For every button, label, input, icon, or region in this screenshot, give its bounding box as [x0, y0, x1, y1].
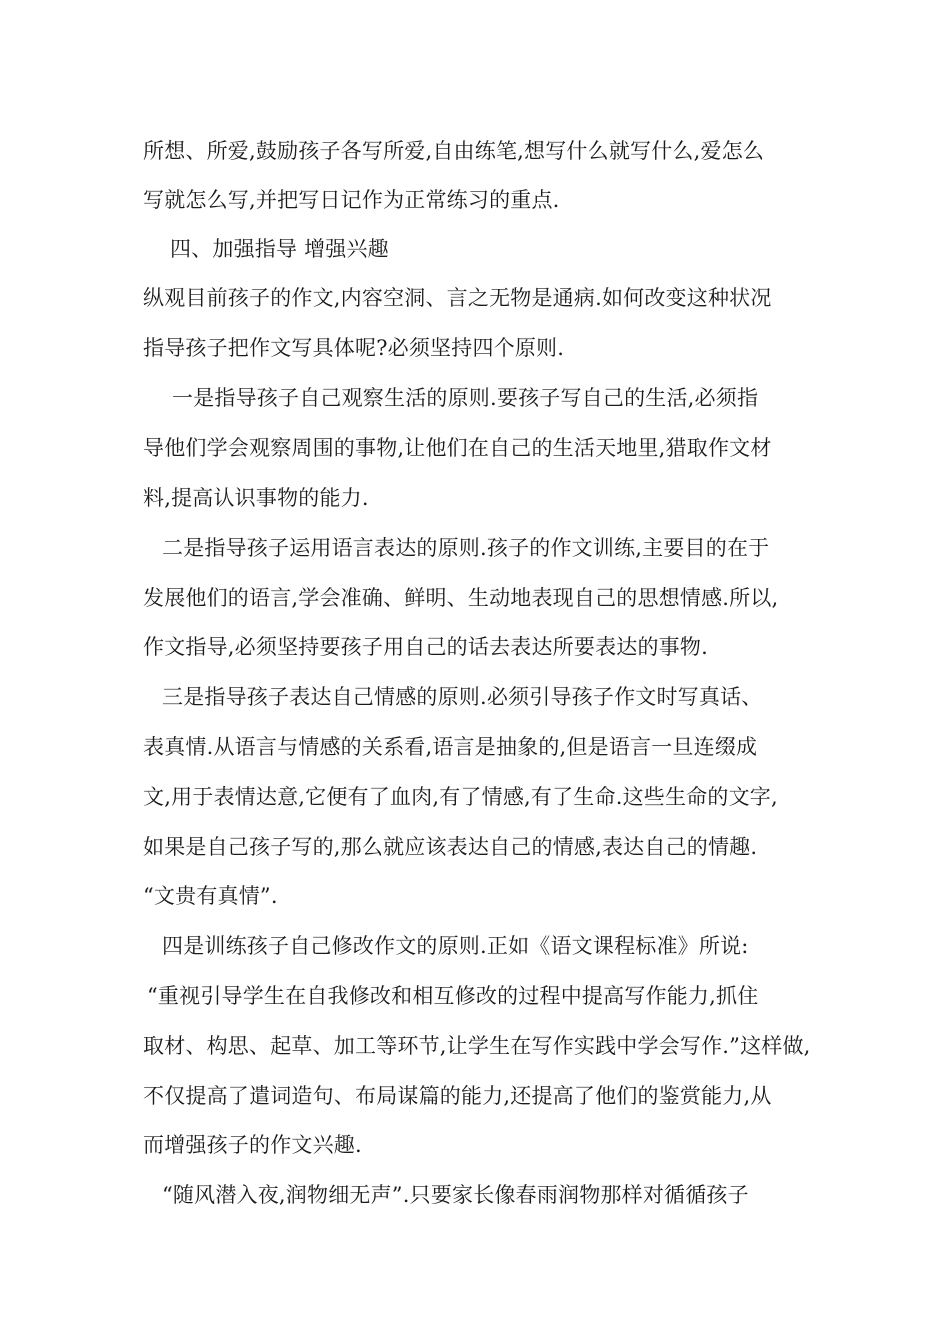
text-line: “文贵有真情”.: [143, 884, 278, 908]
text-line: 一是指导孩子自己观察生活的原则.要孩子写自己的生活,必须指: [172, 386, 759, 410]
text-line: 导他们学会观察周围的事物,让他们在自己的生活天地里,猎取作文材: [143, 436, 772, 460]
text-line: 文,用于表情达意,它便有了血肉,有了情感,有了生命.这些生命的文字,: [143, 785, 778, 809]
text-line: “随风潜入夜,润物细无声”.只要家长像春雨润物那样对循循孩子: [162, 1183, 749, 1207]
text-line: 二是指导孩子运用语言表达的原则.孩子的作文训练,主要目的在于: [162, 536, 770, 560]
text-line: 表真情.从语言与情感的关系看,语言是抽象的,但是语言一旦连缀成: [143, 735, 758, 759]
text-line: 四是训练孩子自己修改作文的原则.正如《语文课程标准》所说:: [162, 934, 749, 958]
text-line: 纵观目前孩子的作文,内容空洞、言之无物是通病.如何改变这种状况: [143, 286, 772, 310]
text-line: 发展他们的语言,学会准确、鲜明、生动地表现自己的思想情感.所以,: [143, 586, 779, 610]
text-line: 料,提高认识事物的能力.: [143, 486, 369, 510]
text-line: 作文指导,必须坚持要孩子用自己的话去表达所要表达的事物.: [143, 635, 708, 659]
text-line: 指导孩子把作文写具体呢?必须坚持四个原则.: [143, 336, 565, 360]
text-line: 不仅提高了遣词造句、布局谋篇的能力,还提高了他们的鉴赏能力,从: [143, 1084, 772, 1108]
text-line: 如果是自己孩子写的,那么就应该表达自己的情感,表达自己的情趣.: [143, 835, 758, 859]
text-line: 取材、构思、起草、加工等环节,让学生在写作实践中学会写作.”这样做,: [143, 1034, 811, 1058]
text-line: 写就怎么写,并把写日记作为正常练习的重点.: [143, 188, 560, 212]
text-line: “重视引导学生在自我修改和相互修改的过程中提高写作能力,抓住: [147, 984, 759, 1008]
section-heading: 四、加强指导 增强兴趣: [170, 237, 389, 261]
text-line: 而增强孩子的作文兴趣.: [143, 1133, 362, 1157]
text-line: 三是指导孩子表达自己情感的原则.必须引导孩子作文时写真话、: [162, 685, 763, 709]
text-line: 所想、所爱,鼓励孩子各写所爱,自由练笔,想写什么就写什么,爱怎么: [143, 139, 765, 163]
